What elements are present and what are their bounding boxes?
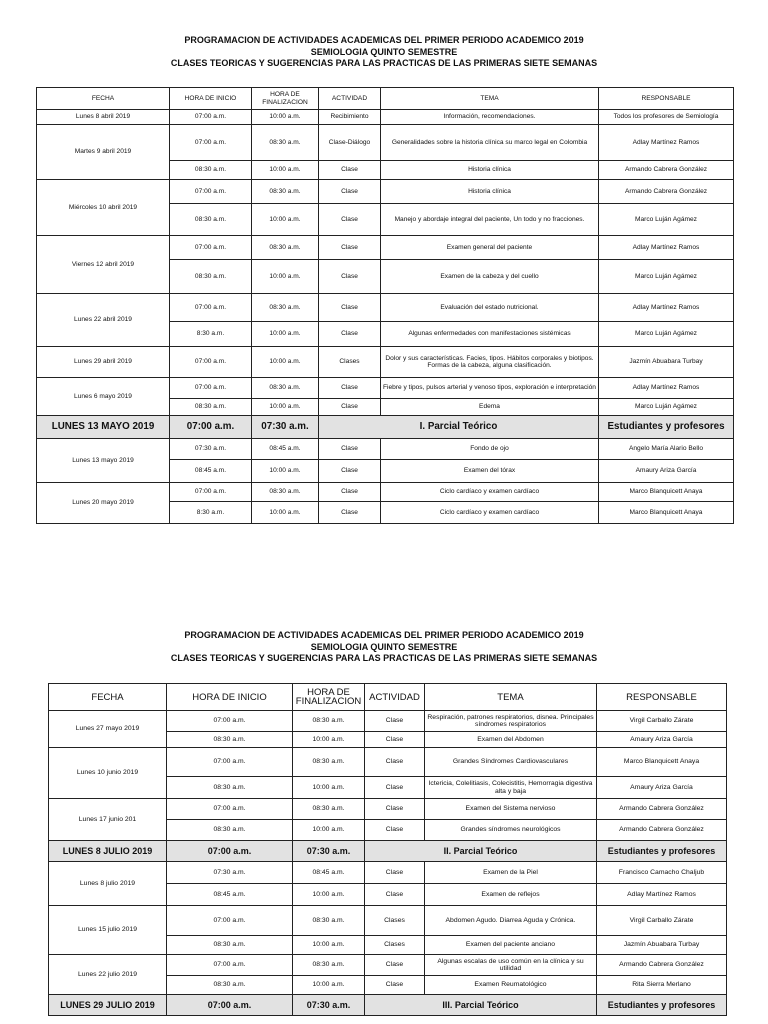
actividad-cell: Clase bbox=[365, 799, 425, 820]
exam-row bbox=[49, 995, 727, 1016]
fin-cell: 10:00 a.m. bbox=[293, 976, 365, 995]
tema-cell: Historia clínica bbox=[381, 180, 599, 204]
inicio-cell: 08:30 a.m. bbox=[167, 820, 293, 841]
fin-cell: 10:00 a.m. bbox=[252, 204, 319, 236]
inicio-cell: 07:00 a.m. bbox=[167, 799, 293, 820]
responsable-cell: Amaury Ariza García bbox=[597, 732, 727, 748]
inicio-cell: 08:30 a.m. bbox=[167, 936, 293, 955]
tema-cell: II. Parcial Teórico bbox=[365, 841, 597, 862]
fin-cell: 08:30 a.m. bbox=[293, 955, 365, 976]
inicio-cell: 8:30 a.m. bbox=[170, 322, 252, 347]
inicio-cell: 07:00 a.m. bbox=[167, 955, 293, 976]
actividad-cell: Clase bbox=[319, 260, 381, 294]
fin-cell: 10:00 a.m. bbox=[252, 347, 319, 378]
responsable-cell: Estudiantes y profesores bbox=[599, 416, 734, 439]
fin-cell: 10:00 a.m. bbox=[293, 936, 365, 955]
fin-cell: 08:30 a.m. bbox=[293, 748, 365, 777]
col-header-fecha: FECHA bbox=[49, 684, 167, 711]
inicio-cell: 07:00 a.m. bbox=[170, 294, 252, 322]
responsable-cell: Armando Cabrera González bbox=[599, 161, 734, 180]
tema-cell: Algunas enfermedades con manifestaciones sistémicas bbox=[381, 322, 599, 347]
col-header-fin: HORA DE FINALIZACION bbox=[252, 88, 319, 110]
fecha-cell: LUNES 29 JULIO 2019 bbox=[49, 995, 167, 1016]
inicio-cell: 08:30 a.m. bbox=[167, 732, 293, 748]
tema-cell: Fondo de ojo bbox=[381, 439, 599, 460]
responsable-cell: Armando Cabrera González bbox=[597, 799, 727, 820]
exam-row bbox=[37, 416, 734, 439]
fin-cell: 10:00 a.m. bbox=[293, 732, 365, 748]
inicio-cell: 07:30 a.m. bbox=[167, 862, 293, 884]
fecha-cell: Lunes 29 abril 2019 bbox=[37, 347, 170, 378]
table-row bbox=[37, 110, 734, 125]
responsable-cell: Armando Cabrera González bbox=[597, 820, 727, 841]
table-row bbox=[37, 483, 734, 502]
inicio-cell: 07:30 a.m. bbox=[170, 439, 252, 460]
actividad-cell: Clase bbox=[319, 439, 381, 460]
fecha-cell: Martes 9 abril 2019 bbox=[37, 125, 170, 180]
actividad-cell: Clase bbox=[365, 976, 425, 995]
inicio-cell: 07:00 a.m. bbox=[170, 110, 252, 125]
fin-cell: 08:30 a.m. bbox=[252, 294, 319, 322]
inicio-cell: 07:00 a.m. bbox=[167, 711, 293, 732]
actividad-cell: Clase bbox=[365, 884, 425, 906]
fecha-cell: Lunes 6 mayo 2019 bbox=[37, 378, 170, 416]
table-row bbox=[37, 180, 734, 204]
header-row bbox=[37, 88, 734, 110]
inicio-cell: 08:30 a.m. bbox=[170, 161, 252, 180]
fin-cell: 07:30 a.m. bbox=[293, 995, 365, 1016]
fecha-cell: Lunes 22 abril 2019 bbox=[37, 294, 170, 347]
fin-cell: 08:30 a.m. bbox=[252, 236, 319, 260]
tema-cell: Algunas escalas de uso común en la clínica y su utilidad bbox=[425, 955, 597, 976]
responsable-cell: Marco Luján Agámez bbox=[599, 399, 734, 416]
responsable-cell: Adlay Martínez Ramos bbox=[597, 884, 727, 906]
tema-cell: Historia clínica bbox=[381, 161, 599, 180]
fecha-cell: Lunes 17 junio 201 bbox=[49, 799, 167, 841]
inicio-cell: 07:00 a.m. bbox=[170, 416, 252, 439]
tema-cell: Examen del Sistema nervioso bbox=[425, 799, 597, 820]
responsable-cell: Marco Luján Agámez bbox=[599, 322, 734, 347]
responsable-cell: Virgil Carballo Zárate bbox=[597, 711, 727, 732]
fin-cell: 08:30 a.m. bbox=[252, 483, 319, 502]
responsable-cell: Marco Luján Agámez bbox=[599, 260, 734, 294]
tema-cell: Edema bbox=[381, 399, 599, 416]
col-header-actividad: ACTIVIDAD bbox=[365, 684, 425, 711]
responsable-cell: Jazmín Abuabara Turbay bbox=[597, 936, 727, 955]
col-header-fin: HORA DE FINALIZACION bbox=[293, 684, 365, 711]
col-header-inicio: HORA DE INICIO bbox=[167, 684, 293, 711]
actividad-cell: Clases bbox=[365, 936, 425, 955]
tema-cell: Ciclo cardíaco y examen cardíaco bbox=[381, 483, 599, 502]
responsable-cell: Armando Cabrera González bbox=[599, 180, 734, 204]
tema-cell: Examen del paciente anciano bbox=[425, 936, 597, 955]
tema-cell: Fiebre y tipos, pulsos arterial y venoso tipos, exploración e interpretación bbox=[381, 378, 599, 399]
inicio-cell: 08:45 a.m. bbox=[167, 884, 293, 906]
fecha-cell: Lunes 15 julio 2019 bbox=[49, 906, 167, 955]
table-row bbox=[37, 294, 734, 322]
inicio-cell: 8:30 a.m. bbox=[170, 502, 252, 524]
responsable-cell: Virgil Carballo Zárate bbox=[597, 906, 727, 936]
actividad-cell: Clase bbox=[319, 460, 381, 483]
actividad-cell: Recibimiento bbox=[319, 110, 381, 125]
inicio-cell: 08:30 a.m. bbox=[167, 976, 293, 995]
actividad-cell: Clase bbox=[319, 204, 381, 236]
actividad-cell: Clases bbox=[365, 906, 425, 936]
responsable-cell: Rita Sierra Merlano bbox=[597, 976, 727, 995]
table-row bbox=[37, 125, 734, 161]
tema-cell: Examen de la Piel bbox=[425, 862, 597, 884]
fin-cell: 10:00 a.m. bbox=[252, 502, 319, 524]
table-row bbox=[49, 955, 727, 976]
responsable-cell: Estudiantes y profesores bbox=[597, 841, 727, 862]
responsable-cell: Adlay Martínez Ramos bbox=[599, 378, 734, 399]
col-header-tema: TEMA bbox=[425, 684, 597, 711]
responsable-cell: Amaury Ariza García bbox=[599, 460, 734, 483]
fin-cell: 07:30 a.m. bbox=[293, 841, 365, 862]
table-row bbox=[37, 439, 734, 460]
fin-cell: 08:30 a.m. bbox=[252, 378, 319, 399]
actividad-cell: Clase bbox=[365, 820, 425, 841]
exam-row bbox=[49, 841, 727, 862]
col-header-fecha: FECHA bbox=[37, 88, 170, 110]
schedule-title-2 bbox=[0, 630, 768, 665]
inicio-cell: 08:30 a.m. bbox=[170, 399, 252, 416]
tema-cell: Examen de reflejos bbox=[425, 884, 597, 906]
responsable-cell: Jazmín Abuabara Turbay bbox=[599, 347, 734, 378]
tema-cell: Generalidades sobre la historia clínica su marco legal en Colombia bbox=[381, 125, 599, 161]
fin-cell: 10:00 a.m. bbox=[252, 161, 319, 180]
fin-cell: 08:30 a.m. bbox=[293, 711, 365, 732]
title-line: PROGRAMACION DE ACTIVIDADES ACADEMICAS DEL PRIMER PERIODO ACADEMICO 2019 bbox=[184, 630, 584, 640]
responsable-cell: Marco Blanquicett Anaya bbox=[597, 748, 727, 777]
actividad-cell: Clase bbox=[365, 748, 425, 777]
tema-cell: I. Parcial Teórico bbox=[319, 416, 599, 439]
table-row bbox=[37, 236, 734, 260]
tema-cell: Abdomen Agudo. Diarrea Aguda y Crónica. bbox=[425, 906, 597, 936]
actividad-cell: Clase bbox=[365, 955, 425, 976]
col-header-responsable: RESPONSABLE bbox=[599, 88, 734, 110]
title-line: SEMIOLOGIA QUINTO SEMESTRE bbox=[310, 46, 458, 57]
col-header-inicio: HORA DE INICIO bbox=[170, 88, 252, 110]
tema-cell: Examen Reumatológico bbox=[425, 976, 597, 995]
inicio-cell: 07:00 a.m. bbox=[167, 841, 293, 862]
tema-cell: Examen de la cabeza y del cuello bbox=[381, 260, 599, 294]
inicio-cell: 07:00 a.m. bbox=[170, 378, 252, 399]
fecha-cell: Lunes 8 julio 2019 bbox=[49, 862, 167, 906]
fin-cell: 08:30 a.m. bbox=[293, 906, 365, 936]
fecha-cell: LUNES 8 JULIO 2019 bbox=[49, 841, 167, 862]
tema-cell: Dolor y sus características. Facies, tipos. Hábitos corporales y biotipos. Formas de la cabeza, alguna clasificación. bbox=[381, 347, 599, 378]
fin-cell: 10:00 a.m. bbox=[252, 460, 319, 483]
responsable-cell: Estudiantes y profesores bbox=[597, 995, 727, 1016]
title-line: CLASES TEORICAS Y SUGERENCIAS PARA LAS PRACTICAS DE LAS PRIMERAS SIETE SEMANAS bbox=[170, 58, 598, 68]
responsable-cell: Marco Blanquicett Anaya bbox=[599, 483, 734, 502]
actividad-cell: Clase bbox=[319, 378, 381, 399]
fin-cell: 08:45 a.m. bbox=[252, 439, 319, 460]
inicio-cell: 07:00 a.m. bbox=[167, 906, 293, 936]
responsable-cell: Adlay Martínez Ramos bbox=[599, 236, 734, 260]
actividad-cell: Clase bbox=[365, 862, 425, 884]
actividad-cell: Clase bbox=[365, 732, 425, 748]
tema-cell: Ciclo cardíaco y examen cardíaco bbox=[381, 502, 599, 524]
actividad-cell: Clase bbox=[319, 161, 381, 180]
tema-cell: Respiración, patrones respiratorios, disnea. Principales síndromes respiratorios bbox=[425, 711, 597, 732]
actividad-cell: Clase bbox=[319, 502, 381, 524]
inicio-cell: 07:00 a.m. bbox=[170, 483, 252, 502]
tema-cell: Grandes Síndromes Cardiovasculares bbox=[425, 748, 597, 777]
actividad-cell: Clase bbox=[319, 180, 381, 204]
table-row bbox=[37, 378, 734, 399]
fecha-cell: Lunes 20 mayo 2019 bbox=[37, 483, 170, 524]
responsable-cell: Marco Luján Agámez bbox=[599, 204, 734, 236]
fin-cell: 08:45 a.m. bbox=[293, 862, 365, 884]
inicio-cell: 08:30 a.m. bbox=[170, 260, 252, 294]
actividad-cell: Clase bbox=[365, 711, 425, 732]
table-row bbox=[49, 906, 727, 936]
schedule-table-2 bbox=[48, 683, 727, 1016]
schedule-title-1 bbox=[0, 35, 768, 70]
tema-cell: III. Parcial Teórico bbox=[365, 995, 597, 1016]
fin-cell: 10:00 a.m. bbox=[293, 820, 365, 841]
fecha-cell: Viernes 12 abril 2019 bbox=[37, 236, 170, 294]
actividad-cell: Clases bbox=[319, 347, 381, 378]
inicio-cell: 07:00 a.m. bbox=[170, 236, 252, 260]
inicio-cell: 07:00 a.m. bbox=[170, 180, 252, 204]
tema-cell: Evaluación del estado nutricional. bbox=[381, 294, 599, 322]
fecha-cell: Lunes 27 mayo 2019 bbox=[49, 711, 167, 748]
tema-cell: Manejo y abordaje integral del paciente, Un todo y no fracciones. bbox=[381, 204, 599, 236]
title-line: CLASES TEORICAS Y SUGERENCIAS PARA LAS PRACTICAS DE LAS PRIMERAS SIETE SEMANAS bbox=[170, 653, 598, 663]
actividad-cell: Clase bbox=[319, 294, 381, 322]
fecha-cell: LUNES 13 MAYO 2019 bbox=[37, 416, 170, 439]
tema-cell: Grandes síndromes neurológicos bbox=[425, 820, 597, 841]
table-row bbox=[37, 347, 734, 378]
inicio-cell: 08:30 a.m. bbox=[170, 204, 252, 236]
title-line: SEMIOLOGIA QUINTO SEMESTRE bbox=[310, 641, 458, 652]
tema-cell: Ictericia, Colelitiasis, Colecistitis, Hemorragia digestiva alta y baja bbox=[425, 777, 597, 799]
responsable-cell: Marco Blanquicett Anaya bbox=[599, 502, 734, 524]
inicio-cell: 08:45 a.m. bbox=[170, 460, 252, 483]
actividad-cell: Clase bbox=[319, 483, 381, 502]
fin-cell: 10:00 a.m. bbox=[293, 884, 365, 906]
responsable-cell: Todos los profesores de Semiología bbox=[599, 110, 734, 125]
table-row bbox=[49, 862, 727, 884]
fecha-cell: Miércoles 10 abril 2019 bbox=[37, 180, 170, 236]
header-row bbox=[49, 684, 727, 711]
actividad-cell: Clase bbox=[365, 777, 425, 799]
inicio-cell: 07:00 a.m. bbox=[170, 347, 252, 378]
responsable-cell: Angelo María Alario Bello bbox=[599, 439, 734, 460]
fecha-cell: Lunes 22 julio 2019 bbox=[49, 955, 167, 995]
fin-cell: 10:00 a.m. bbox=[252, 322, 319, 347]
fin-cell: 10:00 a.m. bbox=[293, 777, 365, 799]
col-header-tema: TEMA bbox=[381, 88, 599, 110]
table-row bbox=[49, 799, 727, 820]
inicio-cell: 08:30 a.m. bbox=[167, 777, 293, 799]
inicio-cell: 07:00 a.m. bbox=[167, 748, 293, 777]
table-row bbox=[49, 711, 727, 732]
tema-cell: Examen general del paciente bbox=[381, 236, 599, 260]
fin-cell: 10:00 a.m. bbox=[252, 260, 319, 294]
responsable-cell: Adlay Martínez Ramos bbox=[599, 294, 734, 322]
actividad-cell: Clase bbox=[319, 322, 381, 347]
actividad-cell: Clase-Diálogo bbox=[319, 125, 381, 161]
tema-cell: Información, recomendaciones. bbox=[381, 110, 599, 125]
actividad-cell: Clase bbox=[319, 399, 381, 416]
fin-cell: 10:00 a.m. bbox=[252, 110, 319, 125]
responsable-cell: Amaury Ariza García bbox=[597, 777, 727, 799]
title-line: PROGRAMACION DE ACTIVIDADES ACADEMICAS DEL PRIMER PERIODO ACADEMICO 2019 bbox=[184, 35, 584, 45]
responsable-cell: Adlay Martínez Ramos bbox=[599, 125, 734, 161]
responsable-cell: Armando Cabrera González bbox=[597, 955, 727, 976]
fin-cell: 08:30 a.m. bbox=[252, 180, 319, 204]
fecha-cell: Lunes 10 junio 2019 bbox=[49, 748, 167, 799]
table-row bbox=[49, 748, 727, 777]
schedule-table-1 bbox=[36, 87, 734, 524]
responsable-cell: Francisco Camacho Chaljub bbox=[597, 862, 727, 884]
col-header-actividad: ACTIVIDAD bbox=[319, 88, 381, 110]
tema-cell: Examen del Abdomen bbox=[425, 732, 597, 748]
fin-cell: 10:00 a.m. bbox=[252, 399, 319, 416]
inicio-cell: 07:00 a.m. bbox=[167, 995, 293, 1016]
actividad-cell: Clase bbox=[319, 236, 381, 260]
fecha-cell: Lunes 8 abril 2019 bbox=[37, 110, 170, 125]
inicio-cell: 07:00 a.m. bbox=[170, 125, 252, 161]
fin-cell: 08:30 a.m. bbox=[252, 125, 319, 161]
tema-cell: Examen del tórax bbox=[381, 460, 599, 483]
col-header-responsable: RESPONSABLE bbox=[597, 684, 727, 711]
fin-cell: 08:30 a.m. bbox=[293, 799, 365, 820]
fecha-cell: Lunes 13 mayo 2019 bbox=[37, 439, 170, 483]
fin-cell: 07:30 a.m. bbox=[252, 416, 319, 439]
